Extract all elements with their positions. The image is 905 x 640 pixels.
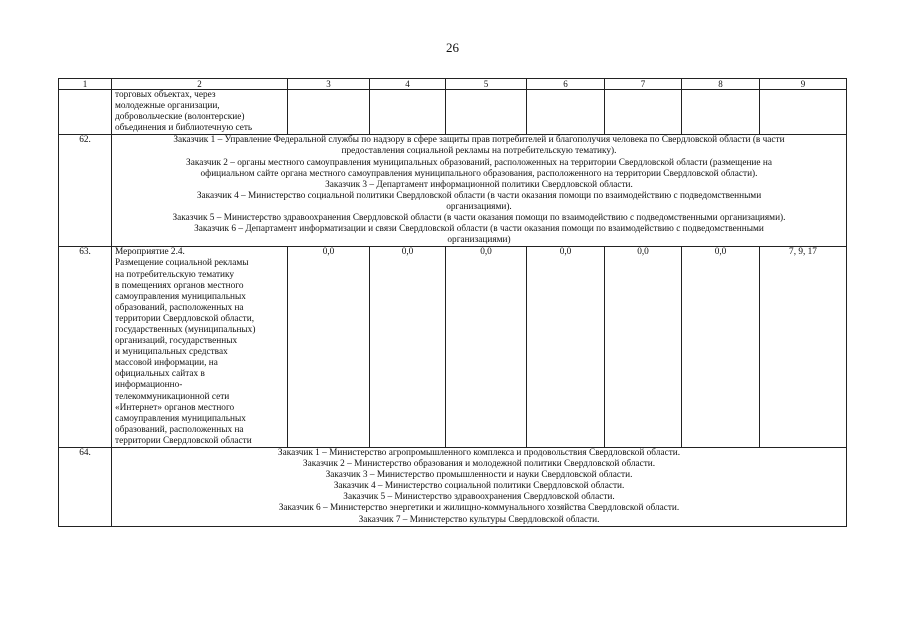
customer-line: организациями) <box>447 235 511 246</box>
program-table <box>58 78 847 527</box>
target-indicators-cell: 7, 9, 17 <box>760 247 847 448</box>
row-number-cell <box>59 90 112 135</box>
description-line: Мероприятие 2.4. <box>115 247 185 258</box>
description-line: информационно- <box>115 380 183 391</box>
customer-line: официальном сайте органа местного самоуправления муниципального образования, расположенного на территории Свердловской области). <box>200 168 758 179</box>
description-cell <box>112 247 288 448</box>
customer-line: Заказчик 3 – Министерство промышленности и науки Свердловской области. <box>325 470 633 481</box>
customer-line: организациями). <box>446 201 512 212</box>
description-line: официальных сайтах в <box>115 369 205 380</box>
description-line: массовой информации, на <box>115 358 218 369</box>
description-line: территории Свердловской области, <box>115 313 255 324</box>
customer-line: Заказчик 4 – Министерство социальной политики Свердловской области. <box>333 481 625 492</box>
header-cell: 4 <box>370 79 446 90</box>
value-cell: 0,0 <box>527 247 605 448</box>
description-line: на потребительскую тематику <box>115 269 235 280</box>
value-cell <box>446 90 527 135</box>
header-cell: 2 <box>112 79 288 90</box>
customer-line: Заказчик 6 – Министерство энергетики и жилищно-коммунального хозяйства Свердловской области. <box>278 503 680 514</box>
customer-line: Заказчик 5 – Министерство здравоохранения Свердловской области (в части оказания помощи по взаимодействию с подведомственными организациями). <box>172 213 786 224</box>
header-cell: 1 <box>59 79 112 90</box>
customers-cell <box>112 135 847 247</box>
description-line: государственных (муниципальных) <box>115 324 256 335</box>
header-cell: 9 <box>760 79 847 90</box>
header-cell: 6 <box>527 79 605 90</box>
customer-line: Заказчик 3 – Департамент информационной политики Свердловской области. <box>325 179 633 190</box>
table-row-64 <box>59 448 847 527</box>
value-cell <box>288 90 370 135</box>
header-cell: 7 <box>605 79 682 90</box>
table-row-62 <box>59 135 847 247</box>
customer-line: Заказчик 2 – Министерство образования и молодежной политики Свердловской области. <box>302 459 656 470</box>
description-line: организаций, государственных <box>115 336 238 347</box>
value-cell: 0,0 <box>682 247 760 448</box>
description-line: молодежные организации, <box>115 101 220 112</box>
description-line: и муниципальных средствах <box>115 347 228 358</box>
table-row-continuation <box>59 90 847 135</box>
description-line: территории Свердловской области <box>115 435 252 446</box>
value-cell <box>760 90 847 135</box>
customer-line: Заказчик 2 – органы местного самоуправления муниципальных образований, расположенных на территории Свердловской области (размещение на <box>186 157 772 168</box>
customer-line: Заказчик 1 – Министерство агропромышленного комплекса и продовольствия Свердловской области. <box>277 448 681 458</box>
value-cell: 0,0 <box>605 247 682 448</box>
description-line: «Интернет» органов местного <box>115 402 235 413</box>
row-number: 62. <box>59 135 112 247</box>
description-line: самоуправления муниципальных <box>115 291 246 302</box>
customer-line: Заказчик 1 – Управление Федеральной службы по надзору в сфере защиты прав потребителей и благополучия человека по Свердловской области (в части <box>173 135 785 146</box>
header-cell: 3 <box>288 79 370 90</box>
customer-line: Заказчик 4 – Министерство социальной политики Свердловской области (в части оказания помощи по взаимодействию с подведомственными <box>196 190 762 201</box>
value-cell: 0,0 <box>446 247 527 448</box>
description-line: самоуправления муниципальных <box>115 413 246 424</box>
description-line: торговых объектах, через <box>115 90 216 100</box>
description-line: образований, расположенных на <box>115 424 244 435</box>
value-cell <box>527 90 605 135</box>
customer-line: предоставления социальной рекламы на потребительскую тематику). <box>341 146 617 157</box>
header-cell: 8 <box>682 79 760 90</box>
description-line: добровольческие (волонтерские) <box>115 112 245 123</box>
value-cell <box>605 90 682 135</box>
value-cell <box>682 90 760 135</box>
description-cell <box>112 90 288 135</box>
description-line: телекоммуникационной сети <box>115 391 230 402</box>
description-line: Размещение социальной рекламы <box>115 258 249 269</box>
customer-line: Заказчик 7 – Министерство культуры Свердловской области. <box>358 514 600 525</box>
row-number: 63. <box>59 247 112 448</box>
value-cell <box>370 90 446 135</box>
page-number: 26 <box>446 40 459 55</box>
header-row <box>59 79 847 90</box>
description-line: в помещениях органов местного <box>115 280 244 291</box>
description-line: образований, расположенных на <box>115 302 244 313</box>
table-row-63 <box>59 247 847 448</box>
customer-line: Заказчик 6 – Департамент информатизации и связи Свердловской области (в части оказания помощи по взаимодействию с подведомственными <box>194 224 764 235</box>
header-cell: 5 <box>446 79 527 90</box>
customers-cell <box>112 448 847 527</box>
row-number: 64. <box>59 448 112 527</box>
value-cell: 0,0 <box>370 247 446 448</box>
customer-line: Заказчик 5 – Министерство здравоохранения Свердловской области. <box>343 492 615 503</box>
value-cell: 0,0 <box>288 247 370 448</box>
description-line: объединения и библиотечную сеть <box>115 123 253 134</box>
